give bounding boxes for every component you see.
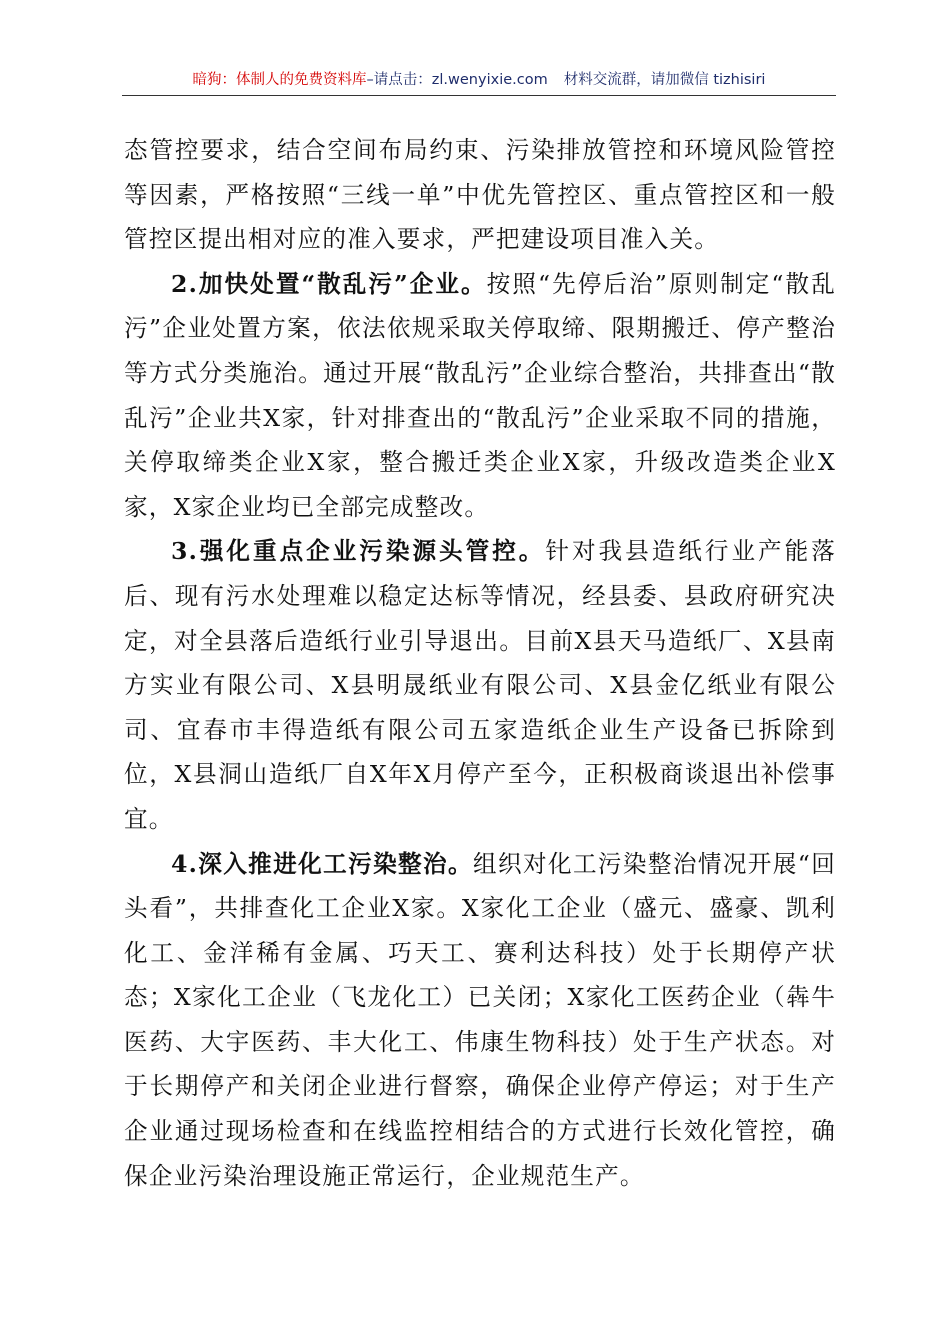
header-site-name: 暗狗：体制人的免费资料库 — [192, 72, 367, 88]
paragraph-section-3 — [124, 529, 836, 841]
section-heading: 4.深入推进化工污染整治。 — [171, 849, 474, 878]
paragraph-section-4 — [124, 842, 836, 1199]
paragraph-text: 态管控要求，结合空间布局约束、污染排放管控和环境风险管控等因素，严格按照“三线一单”中优先管控区、重点管控区和一般管控区提出相对应的准入要求，严把建设项目准入关。 — [124, 136, 836, 254]
section-heading: 3.强化重点企业污染源头管控。 — [171, 537, 546, 566]
paragraph-text: 按照“先停后治”原则制定“散乱污”企业处置方案，依法依规采取关停取缔、限期搬迁、停产整治等方式分类施治。通过开展“散乱污”企业综合整治，共排查出“散乱污”企业共X家，针对排查出的“散乱污”企业采取不同的措施，关停取缔类企业X家，整合搬迁类企业X家，升级改造类企业X家，X家企业均已全部完成整改。 — [124, 269, 836, 521]
header-divider — [122, 95, 836, 96]
header-contact: 材料交流群，请加微信 tizhisiri — [563, 72, 766, 88]
paragraph-text: 针对我县造纸行业产能落后、现有污水处理难以稳定达标等情况，经县委、县政府研究决定，对全县落后造纸行业引导退出。目前X县天马造纸厂、X县南方实业有限公司、X县明晟纸业有限公司、X县金亿纸业有限公司、宜春市丰得造纸有限公司五家造纸企业生产设备已拆除到位，X县洞山造纸厂自X年X月停产至今，正积极商谈退出补偿事宜。 — [124, 537, 836, 833]
paragraph-section-2 — [124, 262, 836, 530]
section-heading: 2.加快处置“散乱污”企业。 — [171, 269, 487, 298]
page-header — [122, 68, 836, 92]
paragraph-continuation — [124, 128, 836, 262]
header-link[interactable]: –请点击：zl.wenyixie.com — [366, 72, 548, 88]
document-body — [124, 128, 836, 1198]
paragraph-text: 组织对化工污染整治情况开展“回头看”，共排查化工企业X家。X家化工企业（盛元、盛豪、凯利化工、金洋稀有金属、巧天工、赛利达科技）处于长期停产状态；X家化工企业（飞龙化工）已关闭；X家化工医药企业（犇牛医药、大宇医药、丰大化工、伟康生物科技）处于生产状态。对于长期停产和关闭企业进行督察，确保企业停产停运；对于生产企业通过现场检查和在线监控相结合的方式进行长效化管控，确保企业污染治理设施正常运行，企业规范生产。 — [124, 849, 837, 1190]
